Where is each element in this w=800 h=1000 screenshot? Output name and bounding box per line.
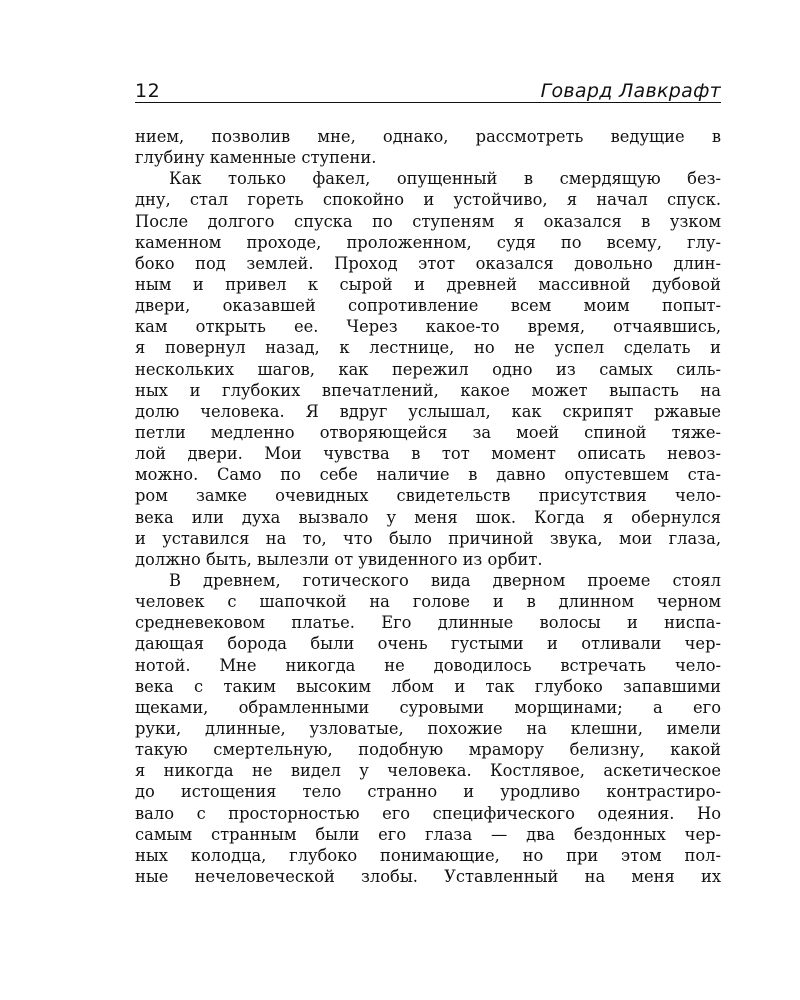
text-line: я никогда не видел у человека. Костлявое, аскетическое [135,761,721,781]
text-line: каменном проходе, проложенном, судя по всему, глу- [135,232,721,252]
text-line: ром замке очевидных свидетельств присутствия чело- [135,486,721,506]
text-line: двери, оказавшей сопротивление всем моим попыт- [135,296,721,316]
text-line: ным и привел к сырой и древней массивной дубовой [135,274,721,294]
text-line: глубину каменные ступени. [135,148,377,168]
running-header [135,76,721,103]
running-title: Говард Лавкрафт [540,80,721,102]
text-line: такую смертельную, подобную мрамору белизну, какой [135,740,721,760]
text-line: кам открыть ее. Через какое-то время, отчаявшись, [135,317,721,337]
text-line: ных колодца, глубоко понимающие, но при этом пол- [135,845,721,865]
text-line: средневековом платье. Его длинные волосы и ниспа- [135,613,721,633]
body-text [135,126,721,887]
text-line: долю человека. Я вдруг услышал, как скрипят ржавые [135,401,721,421]
text-line: боко под землей. Проход этот оказался довольно длин- [135,253,721,273]
text-line: и уставился на то, что было причиной звука, мои глаза, [135,528,721,548]
text-line: человек с шапочкой на голове и в длинном черном [135,592,721,612]
text-line: можно. Само по себе наличие в давно опустевшем ста- [135,465,721,485]
text-line: века с таким высоким лбом и так глубоко запавшими [135,676,721,696]
text-line: ных и глубоких впечатлений, какое может выпасть на [135,380,721,400]
text-line: руки, длинные, узловатые, похожие на клешни, имели [135,718,721,738]
text-line: века или духа вызвало у меня шок. Когда я обернулся [135,507,721,527]
text-line: вало с просторностью его специфического одеяния. Но [135,803,721,823]
text-line: нием, позволив мне, однако, рассмотреть ведущие в [135,127,721,146]
text-line: лой двери. Мои чувства в тот момент описать невоз- [135,444,721,464]
text-line: нотой. Мне никогда не доводилось встречать чело- [135,655,721,675]
page-number: 12 [135,80,161,102]
text-line: ные нечеловеческой злобы. Уставленный на меня их [135,866,721,886]
text-line: дающая борода были очень густыми и отливали чер- [135,634,721,654]
text-line: В древнем, готического вида дверном проеме стоял [169,570,721,590]
book-page [135,76,721,887]
text-line: После долгого спуска по ступеням я оказался в узком [135,211,721,231]
text-line: щеками, обрамленными суровыми морщинами; а его [135,697,721,717]
text-line: Как только факел, опущенный в смердящую без- [169,169,721,189]
text-line: петли медленно отворяющейся за моей спиной тяже- [135,422,721,442]
text-line: самым странным были его глаза — два бездонных чер- [135,824,721,844]
text-line: должно быть, вылезли от увиденного из орбит. [135,549,543,569]
text-line: до истощения тело странно и уродливо контрастиро- [135,782,721,802]
text-line: нескольких шагов, как пережил одно из самых силь- [135,359,721,379]
text-line: я повернул назад, к лестнице, но не успел сделать и [135,338,721,358]
text-line: дну, стал гореть спокойно и устойчиво, я начал спуск. [135,190,721,210]
